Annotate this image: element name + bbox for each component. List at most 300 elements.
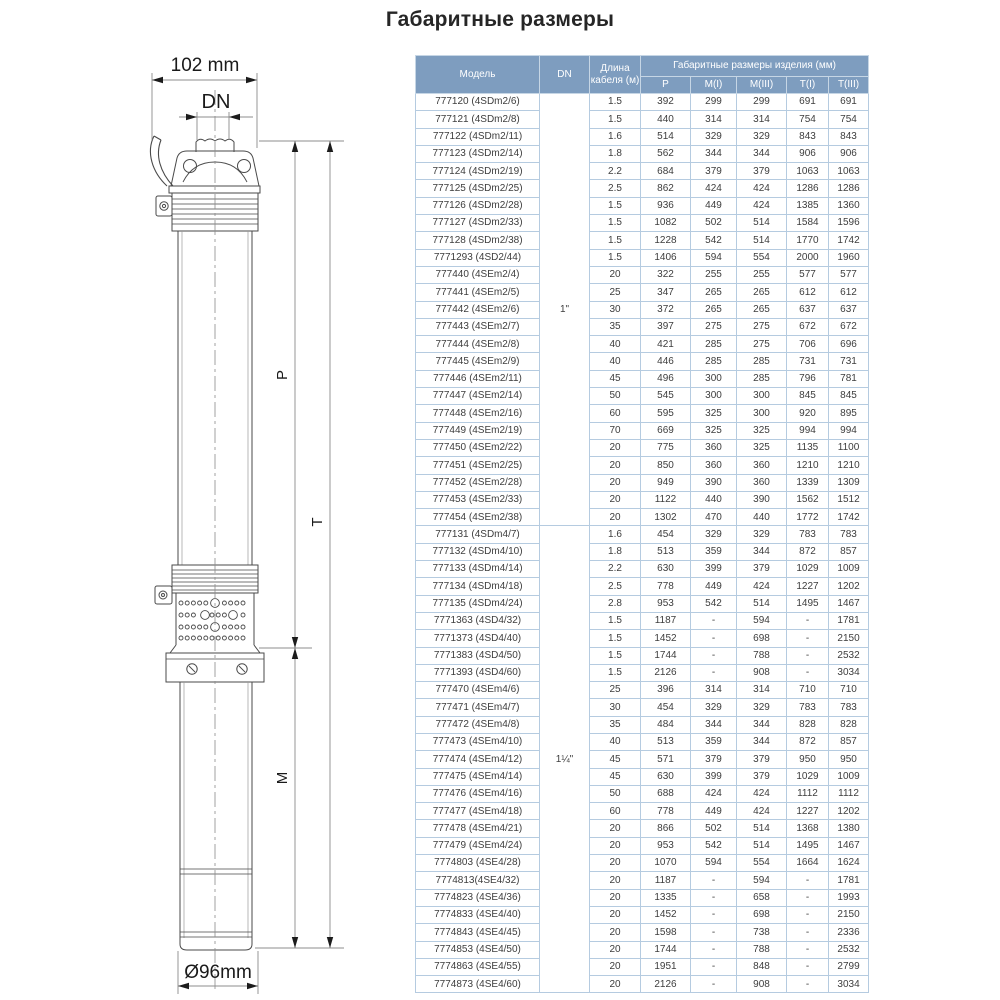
- dim-t1-cell: -: [787, 872, 829, 889]
- dim-p-cell: 421: [641, 336, 691, 353]
- cable-length-cell: 1.5: [590, 111, 641, 128]
- dim-m1-cell: -: [691, 647, 737, 664]
- dim-m1-cell: 399: [691, 561, 737, 578]
- dim-m3-cell: 908: [737, 664, 787, 681]
- table-row: [416, 872, 869, 889]
- dim-m1-cell: 449: [691, 197, 737, 214]
- cable-length-cell: 20: [590, 924, 641, 941]
- dim-p-cell: 688: [641, 785, 691, 802]
- table-row: [416, 595, 869, 612]
- dim-m1-cell: 360: [691, 457, 737, 474]
- cable-length-cell: 25: [590, 284, 641, 301]
- dim-m1-cell: 359: [691, 733, 737, 750]
- dim-p-cell: 440: [641, 111, 691, 128]
- model-cell: 777441 (4SEm2/5): [416, 284, 540, 301]
- dim-m3-cell: 424: [737, 578, 787, 595]
- dim-t3-cell: 895: [829, 405, 869, 422]
- model-cell: 777477 (4SEm4/18): [416, 803, 540, 820]
- dim-t3-cell: 1781: [829, 872, 869, 889]
- dim-t1-cell: 872: [787, 733, 829, 750]
- table-row: [416, 803, 869, 820]
- table-row: [416, 318, 869, 335]
- dim-m3-cell: 329: [737, 526, 787, 543]
- dim-p-cell: 1070: [641, 855, 691, 872]
- cable-length-cell: 20: [590, 457, 641, 474]
- table-row: [416, 439, 869, 456]
- header-dim-m1: M(I): [691, 77, 737, 94]
- model-cell: 777127 (4SDm2/33): [416, 215, 540, 232]
- dim-m3-cell: 285: [737, 370, 787, 387]
- dim-t1-cell: -: [787, 647, 829, 664]
- dim-m1-cell: 325: [691, 422, 737, 439]
- dim-m3-cell: 275: [737, 318, 787, 335]
- table-row: [416, 145, 869, 162]
- dim-t1-cell: 672: [787, 318, 829, 335]
- cable-length-cell: 40: [590, 353, 641, 370]
- dim-t3-cell: 857: [829, 733, 869, 750]
- dim-p-cell: 953: [641, 595, 691, 612]
- dim-p-cell: 595: [641, 405, 691, 422]
- cable-length-cell: 1.5: [590, 249, 641, 266]
- cable-length-cell: 20: [590, 906, 641, 923]
- dim-t3-cell: 731: [829, 353, 869, 370]
- table-row: [416, 94, 869, 111]
- model-cell: 777128 (4SDm2/38): [416, 232, 540, 249]
- dim-t3-cell: 1742: [829, 509, 869, 526]
- dim-p-cell: 545: [641, 388, 691, 405]
- dim-t1-cell: 783: [787, 526, 829, 543]
- dim-t1-cell: 872: [787, 543, 829, 560]
- dim-p-cell: 949: [641, 474, 691, 491]
- table-row: [416, 370, 869, 387]
- table-row: [416, 647, 869, 664]
- dim-p-cell: 397: [641, 318, 691, 335]
- dim-t3-cell: 1009: [829, 561, 869, 578]
- dim-p-cell: 1082: [641, 215, 691, 232]
- dim-t1-cell: 1210: [787, 457, 829, 474]
- dim-m3-cell: 314: [737, 111, 787, 128]
- cable-length-cell: 35: [590, 318, 641, 335]
- dim-p-cell: 1187: [641, 612, 691, 629]
- dim-t3-cell: 857: [829, 543, 869, 560]
- table-row: [416, 630, 869, 647]
- dim-m1-cell: 542: [691, 837, 737, 854]
- dim-m1-cell: 275: [691, 318, 737, 335]
- dim-m1-cell: 440: [691, 491, 737, 508]
- table-row: [416, 284, 869, 301]
- dn-cell: 1": [540, 94, 590, 526]
- dim-m1-cell: -: [691, 941, 737, 958]
- dim-t3-cell: 783: [829, 699, 869, 716]
- dim-p-cell: 850: [641, 457, 691, 474]
- model-cell: 7774853 (4SE4/50): [416, 941, 540, 958]
- model-cell: 777132 (4SDm4/10): [416, 543, 540, 560]
- cable-length-cell: 1.6: [590, 526, 641, 543]
- dim-t3-cell: 1202: [829, 578, 869, 595]
- cable-length-cell: 20: [590, 976, 641, 993]
- dim-t3-cell: 637: [829, 301, 869, 318]
- dim-m1-cell: 594: [691, 855, 737, 872]
- header-dn: DN: [540, 56, 590, 94]
- dim-m1-cell: 285: [691, 353, 737, 370]
- dim-t1-cell: -: [787, 958, 829, 975]
- cable-length-cell: 20: [590, 941, 641, 958]
- dim-m3-cell: 344: [737, 733, 787, 750]
- dim-t3-cell: 994: [829, 422, 869, 439]
- dim-m3-cell: 390: [737, 491, 787, 508]
- dim-p-cell: 778: [641, 803, 691, 820]
- model-cell: 777440 (4SEm2/4): [416, 266, 540, 283]
- table-row: [416, 111, 869, 128]
- dimensions-table-container: [415, 55, 868, 993]
- table-row: [416, 197, 869, 214]
- dim-p-cell: 514: [641, 128, 691, 145]
- cable-length-cell: 60: [590, 803, 641, 820]
- cable-length-cell: 1.5: [590, 647, 641, 664]
- model-cell: 777478 (4SEm4/21): [416, 820, 540, 837]
- dim-m1-cell: 325: [691, 405, 737, 422]
- dim-m1-cell: 502: [691, 215, 737, 232]
- dim-p-cell: 778: [641, 578, 691, 595]
- model-cell: 7771393 (4SD4/60): [416, 664, 540, 681]
- dim-t1-cell: -: [787, 612, 829, 629]
- dim-m3-cell: 299: [737, 94, 787, 111]
- model-cell: 7774823 (4SE4/36): [416, 889, 540, 906]
- cable-length-cell: 2.8: [590, 595, 641, 612]
- table-row: [416, 526, 869, 543]
- model-cell: 777126 (4SDm2/28): [416, 197, 540, 214]
- dim-p-cell: 1452: [641, 906, 691, 923]
- cable-length-cell: 30: [590, 699, 641, 716]
- dim-m3-cell: 344: [737, 716, 787, 733]
- cable-length-cell: 1.5: [590, 232, 641, 249]
- model-cell: 777122 (4SDm2/11): [416, 128, 540, 145]
- cable-length-cell: 20: [590, 855, 641, 872]
- dim-m1-cell: 399: [691, 768, 737, 785]
- dim-m3-cell: 658: [737, 889, 787, 906]
- dim-m1-cell: 379: [691, 163, 737, 180]
- dim-t1-cell: 1562: [787, 491, 829, 508]
- dim-label-dn: DN: [201, 91, 231, 113]
- model-cell: 7774833 (4SE4/40): [416, 906, 540, 923]
- dim-m3-cell: 325: [737, 439, 787, 456]
- table-row: [416, 180, 869, 197]
- dim-t1-cell: 783: [787, 699, 829, 716]
- dim-p-cell: 571: [641, 751, 691, 768]
- dim-t1-cell: 950: [787, 751, 829, 768]
- dim-m1-cell: 314: [691, 111, 737, 128]
- model-cell: 777120 (4SDm2/6): [416, 94, 540, 111]
- cable-length-cell: 20: [590, 439, 641, 456]
- dim-m3-cell: 594: [737, 612, 787, 629]
- model-cell: 7771373 (4SD4/40): [416, 630, 540, 647]
- dim-t3-cell: 3034: [829, 976, 869, 993]
- cable-length-cell: 1.5: [590, 215, 641, 232]
- model-cell: 777445 (4SEm2/9): [416, 353, 540, 370]
- dim-p-cell: 496: [641, 370, 691, 387]
- lifting-eyelet-left: [184, 160, 197, 173]
- model-cell: 777449 (4SEm2/19): [416, 422, 540, 439]
- table-row: [416, 128, 869, 145]
- model-cell: 777479 (4SEm4/24): [416, 837, 540, 854]
- cable-length-cell: 50: [590, 785, 641, 802]
- dim-m3-cell: 285: [737, 353, 787, 370]
- dim-t1-cell: 1112: [787, 785, 829, 802]
- dim-p-cell: 322: [641, 266, 691, 283]
- dim-m1-cell: 542: [691, 595, 737, 612]
- dim-m1-cell: 329: [691, 699, 737, 716]
- dim-m3-cell: 344: [737, 543, 787, 560]
- dim-m3-cell: 554: [737, 249, 787, 266]
- table-row: [416, 958, 869, 975]
- dim-t3-cell: 1960: [829, 249, 869, 266]
- table-row: [416, 422, 869, 439]
- table-row: [416, 733, 869, 750]
- model-cell: 777471 (4SEm4/7): [416, 699, 540, 716]
- model-cell: 7771293 (4SD2/44): [416, 249, 540, 266]
- table-row: [416, 266, 869, 283]
- table-row: [416, 353, 869, 370]
- pump-drawing: [150, 136, 264, 950]
- cable-guard-hook: [150, 136, 167, 186]
- strainer-holes: [179, 599, 245, 640]
- page-title: Габаритные размеры: [385, 8, 615, 31]
- dim-m3-cell: 329: [737, 699, 787, 716]
- cable-length-cell: 2.2: [590, 163, 641, 180]
- cable-length-cell: 20: [590, 958, 641, 975]
- model-cell: 7774843 (4SE4/45): [416, 924, 540, 941]
- dim-t1-cell: 845: [787, 388, 829, 405]
- dim-t3-cell: 2336: [829, 924, 869, 941]
- model-cell: 777133 (4SDm4/14): [416, 561, 540, 578]
- header-dim-p: P: [641, 77, 691, 94]
- model-cell: 777470 (4SEm4/6): [416, 682, 540, 699]
- dim-m1-cell: 379: [691, 751, 737, 768]
- table-row: [416, 837, 869, 854]
- model-cell: 777444 (4SEm2/8): [416, 336, 540, 353]
- table-header: [416, 56, 869, 94]
- dim-t1-cell: 1227: [787, 578, 829, 595]
- model-cell: 777450 (4SEm2/22): [416, 439, 540, 456]
- dim-m1-cell: -: [691, 630, 737, 647]
- dim-t1-cell: -: [787, 941, 829, 958]
- cable-length-cell: 1.5: [590, 94, 641, 111]
- dim-p-cell: 454: [641, 699, 691, 716]
- dim-m1-cell: -: [691, 976, 737, 993]
- table-row: [416, 664, 869, 681]
- model-cell: 777135 (4SDm4/24): [416, 595, 540, 612]
- table-row: [416, 976, 869, 993]
- dim-p-cell: 1744: [641, 647, 691, 664]
- dim-m3-cell: 514: [737, 595, 787, 612]
- model-cell: 777446 (4SEm2/11): [416, 370, 540, 387]
- table-row: [416, 578, 869, 595]
- dimensions-table: [415, 55, 869, 993]
- dim-label-m: M: [274, 771, 291, 785]
- dim-m3-cell: 360: [737, 474, 787, 491]
- dim-m1-cell: 329: [691, 128, 737, 145]
- dim-p-cell: 669: [641, 422, 691, 439]
- dim-m1-cell: 285: [691, 336, 737, 353]
- dim-t3-cell: 1596: [829, 215, 869, 232]
- dim-t3-cell: 906: [829, 145, 869, 162]
- dim-p-cell: 484: [641, 716, 691, 733]
- dim-m1-cell: 344: [691, 716, 737, 733]
- dim-m3-cell: 300: [737, 388, 787, 405]
- cable-length-cell: 20: [590, 491, 641, 508]
- dim-p-cell: 1452: [641, 630, 691, 647]
- table-row: [416, 163, 869, 180]
- cable-length-cell: 25: [590, 682, 641, 699]
- header-dim-t1: T(I): [787, 77, 829, 94]
- table-row: [416, 924, 869, 941]
- dim-t3-cell: 828: [829, 716, 869, 733]
- model-cell: 777447 (4SEm2/14): [416, 388, 540, 405]
- model-cell: 7771363 (4SD4/32): [416, 612, 540, 629]
- cable-length-cell: 20: [590, 872, 641, 889]
- dim-t3-cell: 781: [829, 370, 869, 387]
- dim-m3-cell: 908: [737, 976, 787, 993]
- dim-label-diameter: Ø96mm: [184, 962, 252, 983]
- model-cell: 777134 (4SDm4/18): [416, 578, 540, 595]
- dim-p-cell: 1228: [641, 232, 691, 249]
- dim-t1-cell: 754: [787, 111, 829, 128]
- dim-t3-cell: 1009: [829, 768, 869, 785]
- motor-body: [180, 682, 252, 940]
- dim-m3-cell: 554: [737, 855, 787, 872]
- table-row: [416, 612, 869, 629]
- dim-m3-cell: 424: [737, 197, 787, 214]
- dim-t3-cell: 1467: [829, 595, 869, 612]
- dim-m1-cell: 360: [691, 439, 737, 456]
- cable-length-cell: 20: [590, 266, 641, 283]
- table-body: [416, 94, 869, 993]
- table-row: [416, 682, 869, 699]
- dim-p-cell: 1122: [641, 491, 691, 508]
- model-cell: 7774813(4SE4/32): [416, 872, 540, 889]
- dim-t1-cell: 1135: [787, 439, 829, 456]
- dim-p-cell: 684: [641, 163, 691, 180]
- dim-t1-cell: 796: [787, 370, 829, 387]
- model-cell: 777124 (4SDm2/19): [416, 163, 540, 180]
- model-cell: 777131 (4SDm4/7): [416, 526, 540, 543]
- dim-t1-cell: 612: [787, 284, 829, 301]
- dim-t1-cell: -: [787, 976, 829, 993]
- dim-t3-cell: 1202: [829, 803, 869, 820]
- dim-p-cell: 936: [641, 197, 691, 214]
- dim-t3-cell: 1512: [829, 491, 869, 508]
- table-row: [416, 509, 869, 526]
- dim-m3-cell: 594: [737, 872, 787, 889]
- dim-t1-cell: 920: [787, 405, 829, 422]
- cable-length-cell: 50: [590, 388, 641, 405]
- dim-t3-cell: 577: [829, 266, 869, 283]
- dim-t1-cell: 706: [787, 336, 829, 353]
- dim-t3-cell: 3034: [829, 664, 869, 681]
- dim-t1-cell: 1339: [787, 474, 829, 491]
- dim-p-cell: 630: [641, 561, 691, 578]
- table-row: [416, 751, 869, 768]
- dim-p-cell: 775: [641, 439, 691, 456]
- dim-t1-cell: 691: [787, 94, 829, 111]
- table-row: [416, 768, 869, 785]
- cable-length-cell: 60: [590, 405, 641, 422]
- dim-m3-cell: 848: [737, 958, 787, 975]
- dim-m1-cell: 594: [691, 249, 737, 266]
- dim-t3-cell: 754: [829, 111, 869, 128]
- dim-t1-cell: -: [787, 889, 829, 906]
- model-cell: 777475 (4SEm4/14): [416, 768, 540, 785]
- dim-m3-cell: 698: [737, 630, 787, 647]
- cable-length-cell: 20: [590, 889, 641, 906]
- cable-length-cell: 2.2: [590, 561, 641, 578]
- dim-p-cell: 454: [641, 526, 691, 543]
- dim-p-cell: 630: [641, 768, 691, 785]
- dim-t3-cell: 1380: [829, 820, 869, 837]
- table-row: [416, 215, 869, 232]
- model-cell: 7774873 (4SE4/60): [416, 976, 540, 993]
- table-row: [416, 301, 869, 318]
- dim-m1-cell: -: [691, 906, 737, 923]
- dim-t3-cell: 2799: [829, 958, 869, 975]
- dim-m3-cell: 440: [737, 509, 787, 526]
- dim-t1-cell: 1368: [787, 820, 829, 837]
- table-row: [416, 855, 869, 872]
- dim-t3-cell: 2532: [829, 941, 869, 958]
- model-cell: 777448 (4SEm2/16): [416, 405, 540, 422]
- dim-t1-cell: 710: [787, 682, 829, 699]
- cable-length-cell: 40: [590, 336, 641, 353]
- dim-t3-cell: 710: [829, 682, 869, 699]
- header-dim-t3: T(III): [829, 77, 869, 94]
- table-row: [416, 457, 869, 474]
- header-dimensions-group: Габаритные размеры изделия (мм): [641, 56, 869, 77]
- model-cell: 777121 (4SDm2/8): [416, 111, 540, 128]
- dim-t3-cell: 1993: [829, 889, 869, 906]
- dim-p-cell: 396: [641, 682, 691, 699]
- dim-p-cell: 1187: [641, 872, 691, 889]
- dim-t1-cell: -: [787, 664, 829, 681]
- dim-p-cell: 862: [641, 180, 691, 197]
- dim-t1-cell: 577: [787, 266, 829, 283]
- dim-m1-cell: -: [691, 924, 737, 941]
- dim-m3-cell: 788: [737, 941, 787, 958]
- dim-m3-cell: 514: [737, 820, 787, 837]
- dim-t1-cell: 906: [787, 145, 829, 162]
- dim-p-cell: 372: [641, 301, 691, 318]
- table-row: [416, 941, 869, 958]
- cable-length-cell: 20: [590, 474, 641, 491]
- dim-m3-cell: 514: [737, 215, 787, 232]
- table-row: [416, 561, 869, 578]
- dim-t1-cell: -: [787, 906, 829, 923]
- dim-t1-cell: 731: [787, 353, 829, 370]
- dim-m1-cell: 299: [691, 94, 737, 111]
- model-cell: 777454 (4SEm2/38): [416, 509, 540, 526]
- model-cell: 777451 (4SEm2/25): [416, 457, 540, 474]
- dim-p-cell: 1598: [641, 924, 691, 941]
- table-row: [416, 906, 869, 923]
- dim-m3-cell: 325: [737, 422, 787, 439]
- header-model: Модель: [416, 56, 540, 94]
- dim-m3-cell: 265: [737, 284, 787, 301]
- dim-p-cell: 513: [641, 543, 691, 560]
- dim-t3-cell: 2150: [829, 630, 869, 647]
- dim-m1-cell: -: [691, 872, 737, 889]
- dim-t3-cell: 1100: [829, 439, 869, 456]
- cable-length-cell: 2.5: [590, 180, 641, 197]
- dim-label-p: P: [274, 369, 291, 381]
